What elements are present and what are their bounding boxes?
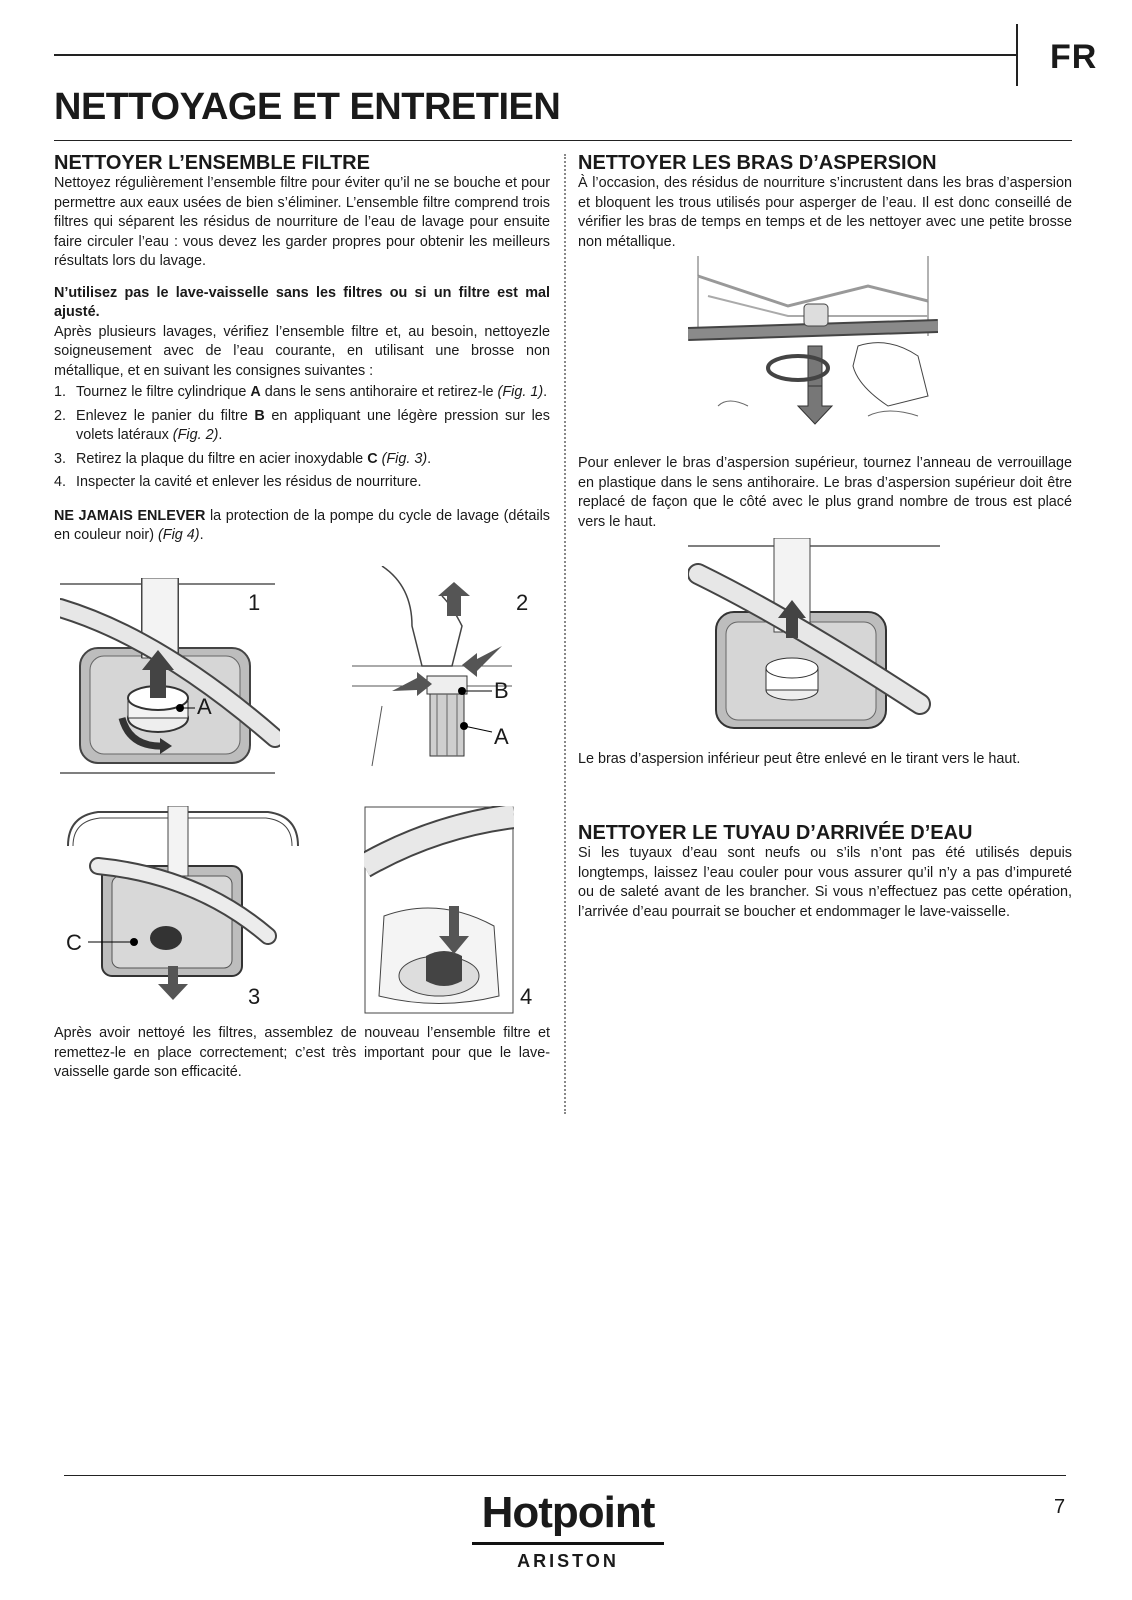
filter-warning: N’utilisez pas le lave-vaisselle sans les filtres ou si un filtre est mal ajusté. xyxy=(54,284,550,320)
figure-2-illustration xyxy=(352,566,552,788)
filter-section xyxy=(54,152,550,546)
logo-sub: ARISTON xyxy=(517,1551,619,1571)
column-divider xyxy=(564,154,566,1114)
spray-arm-section xyxy=(578,152,1072,252)
spray-arm-heading: NETTOYER LES BRAS D’ASPERSION xyxy=(578,152,937,174)
logo-underline xyxy=(472,1542,664,1545)
logo-brand: Hotpoint xyxy=(481,1488,655,1537)
header-rule xyxy=(54,54,1016,56)
inlet-hose-heading: NETTOYER LE TUYAU D’ARRIVÉE D’EAU xyxy=(578,822,973,844)
step-item: 3. Retirez la plaque du filtre en acier inoxydable C (Fig. 3). xyxy=(54,450,432,467)
step-item: 1. Tournez le filtre cylindrique A dans le sens antihoraire et retirez-le (Fig. 1). xyxy=(54,384,548,400)
lower-arm-text: Le bras d’aspersion inférieur peut être enlevé en le tirant vers le haut. xyxy=(578,751,1021,767)
filter-steps xyxy=(54,383,550,493)
figure-4-number: 4 xyxy=(520,984,533,1009)
figure-2-label-a: A xyxy=(494,724,509,749)
page-title: NETTOYAGE ET ENTRETIEN xyxy=(54,86,561,128)
filter-instructions: Après plusieurs lavages, vérifiez l’ensemble filtre et, au besoin, nettoyezle soigneusement avec de l’eau courante, en utilisant une brosse non métallique, et en suivant les consignes suivantes : xyxy=(54,323,550,379)
figure-2-label-b: B xyxy=(494,678,509,703)
figure-1-illustration xyxy=(60,578,280,788)
step-item: 4. Inspecter la cavité et enlever les résidus de nourriture. xyxy=(54,474,422,490)
figure-1-number: 1 xyxy=(248,590,261,615)
filter-intro: Nettoyez régulièrement l’ensemble filtre pour éviter qu’il ne se bouche et pour permettre aux eaux usées de bien s’éliminer. L’ensemble filtre comprend trois filtres qui séparent les résidus de nourriture de l’eau de lavage pour ensuite faire circuler l’eau : vous devez les garder propres pour obtenir les meilleurs résultats lors du lavage. xyxy=(54,175,550,269)
page-number: 7 xyxy=(1054,1496,1066,1518)
figure-3-label-c: C xyxy=(66,930,82,955)
spray-arm-intro: À l’occasion, des résidus de nourriture s’incrustent dans les bras d’aspersion et bloquent les trous utilisés pour asperger de l’eau. Il est donc conseillé de vérifier les bras de temps en temps et de les nettoyer avec une petite brosse non métallique. xyxy=(578,175,1072,250)
upper-arm-text: Pour enlever le bras d’aspersion supérieur, tournez l’anneau de verrouillage en plastique dans le sens antihoraire. Le bras d’aspersion supérieur doit être replacé de façon que le côté avec le plus grand nombre de trous est placé vers le haut. xyxy=(578,455,1072,530)
figure-1-label-a: A xyxy=(197,694,212,719)
figure-3-illustration xyxy=(58,806,308,1016)
figure-4-illustration xyxy=(364,806,554,1016)
title-rule xyxy=(54,140,1072,141)
footer-rule xyxy=(64,1475,1066,1476)
step-item: 2. Enlevez le panier du filtre B en appliquant une légère pression sur les volets latéraux (Fig. 2). xyxy=(54,407,550,443)
lower-spray-arm-illustration xyxy=(688,538,940,734)
inlet-hose-section xyxy=(578,822,1072,922)
after-cleaning-text: Après avoir nettoyé les filtres, assemblez de nouveau l’ensemble filtre et remettez-le en place correctement; c’est très important pour que le lave-vaisselle garde son efficacité. xyxy=(54,1025,550,1080)
language-code: FR xyxy=(1050,38,1098,76)
inlet-hose-text: Si les tuyaux d’eau sont neufs ou s’ils n’ont pas été utilisés depuis longtemps, laissez l’eau couler pour vous assurer qu’il n’y a pas d’impureté ou de saleté avant de les brancher. Si vous n’effectuez pas cette opération, l’arrivée d’eau pourrait se boucher et endommager le lave-vaisselle. xyxy=(578,845,1072,920)
hotpoint-ariston-logo xyxy=(468,1490,668,1572)
figure-3-number: 3 xyxy=(248,984,261,1009)
filter-heading: NETTOYER L’ENSEMBLE FILTRE xyxy=(54,152,370,174)
upper-spray-arm-illustration xyxy=(688,256,938,442)
pump-warning: NE JAMAIS ENLEVER la protection de la pompe du cycle de lavage (détails en couleur noir) (Fig 4). xyxy=(54,507,550,543)
language-divider xyxy=(1016,24,1018,86)
figure-2-number: 2 xyxy=(516,590,529,615)
